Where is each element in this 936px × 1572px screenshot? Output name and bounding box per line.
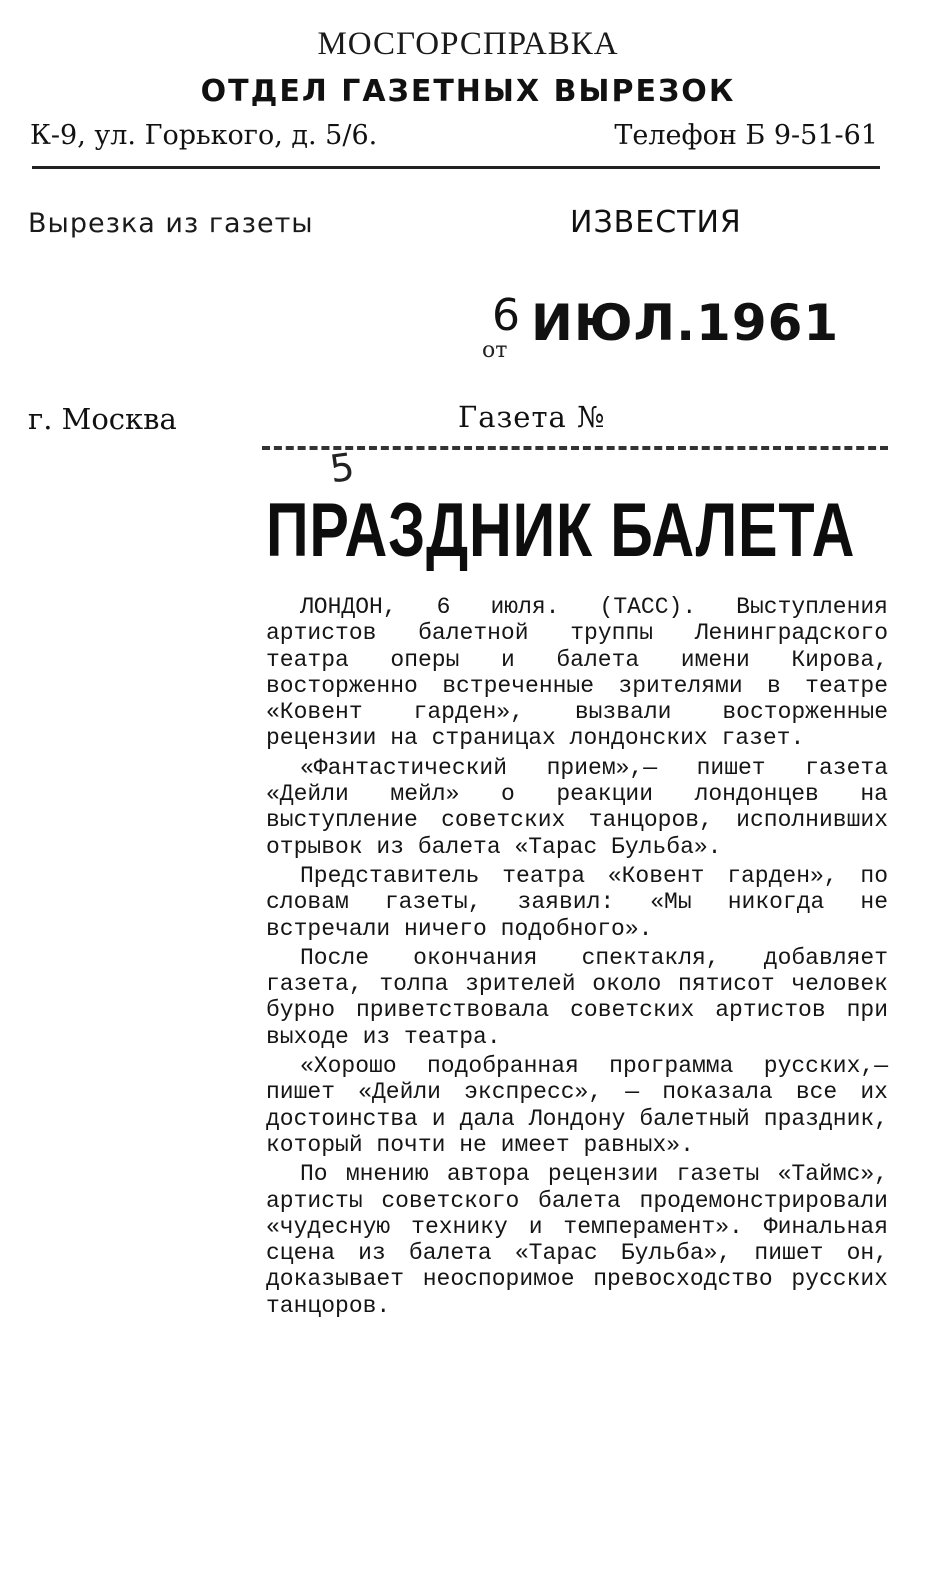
article-paragraph: ЛОНДОН, 6 июля. (ТАСС). Выступления артистов балетной труппы Ленинградского театра оперы и балета имени Кирова, восторженно встреченные зрителями в театре «Ковент гарден», вызвали восторженные рецензии на страницах лондонских газет. bbox=[266, 594, 888, 752]
date-day: 6 bbox=[492, 290, 521, 341]
date-from-label: от bbox=[482, 338, 508, 363]
article-paragraph: Представитель театра «Ковент гарден», по словам газеты, заявил: «Мы никогда не встречали ничего подобного». bbox=[266, 862, 888, 942]
cut-label: Вырезка из газеты bbox=[28, 208, 314, 239]
article-paragraph: После окончания спектакля, добавляет газета, толпа зрителей около пятисот человек бурно приветствовала советских артистов при выходе из театра. bbox=[266, 944, 888, 1050]
clipping-edge bbox=[262, 446, 888, 452]
date-month-year: ИЮЛ.1961 bbox=[531, 294, 840, 352]
organization-name: МОСГОРСПРАВКА bbox=[317, 26, 619, 62]
article-paragraph: «Хорошо подобранная программа русских,— пишет «Дейли экспресс», — показала все их достоинства и дала Лондону балетный праздник, который почти не имеет равных». bbox=[266, 1053, 888, 1158]
article-paragraph: «Фантастический прием»,— пишет газета «Дейли мейл» о реакции лондонцев на выступление советских танцоров, исполнивших отрывок из балета «Тарас Бульба». bbox=[266, 754, 888, 860]
stamp-phone: Телефон Б 9-51-61 bbox=[614, 120, 878, 151]
city-label: г. Москва bbox=[28, 402, 177, 436]
date-stamp bbox=[492, 290, 839, 352]
department-name: ОТДЕЛ ГАЗЕТНЫХ ВЫРЕЗОК bbox=[200, 74, 736, 109]
newspaper-name: ИЗВЕСТИЯ bbox=[570, 205, 742, 240]
header-divider bbox=[32, 166, 880, 169]
article-body bbox=[266, 594, 888, 1322]
article-paragraph: По мнению автора рецензии газеты «Таймс», артисты советского балета продемонстрировали «чудесную технику и темперамент». Финальная сцена из балета «Тарас Бульба», пишет он, доказывает неоспоримое превосходство русских танцоров. bbox=[266, 1161, 888, 1319]
stamp-address: К-9, ул. Горького, д. 5/6. bbox=[30, 120, 378, 151]
article-headline: ПРАЗДНИК БАЛЕТА bbox=[266, 488, 856, 573]
handwritten-number: 5 bbox=[327, 444, 358, 492]
issue-number-label: Газета № bbox=[458, 400, 606, 434]
